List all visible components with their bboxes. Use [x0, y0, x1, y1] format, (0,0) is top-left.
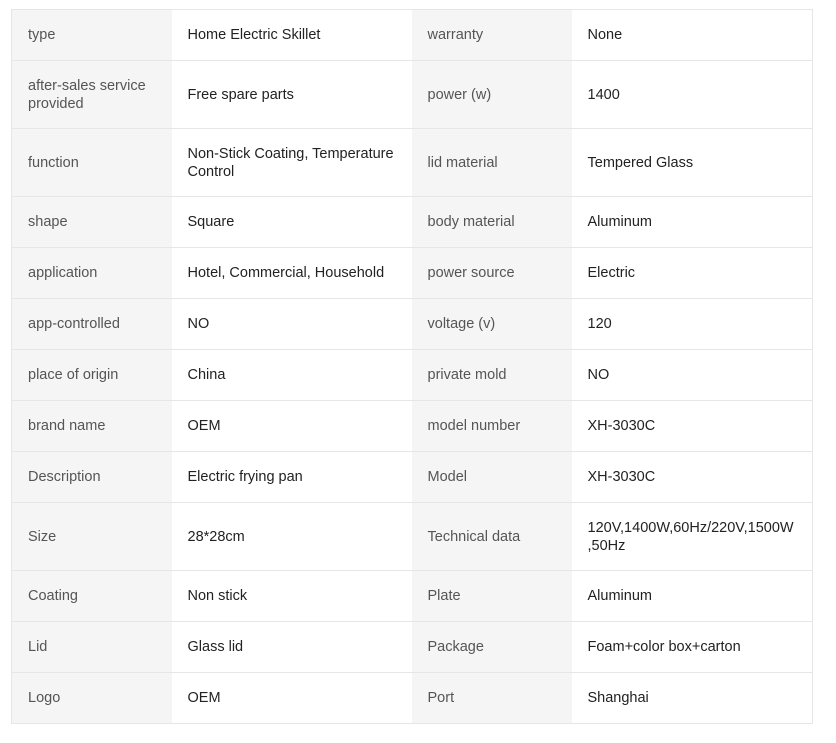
- spec-label: Size: [12, 503, 172, 571]
- table-row: [12, 129, 813, 197]
- spec-label: warranty: [412, 10, 572, 61]
- spec-value: Glass lid: [172, 622, 412, 673]
- spec-label: private mold: [412, 350, 572, 401]
- spec-value: Aluminum: [572, 571, 813, 622]
- spec-label: Logo: [12, 673, 172, 724]
- spec-value: None: [572, 10, 813, 61]
- table-row: [12, 197, 813, 248]
- spec-label: Model: [412, 452, 572, 503]
- spec-label: Package: [412, 622, 572, 673]
- spec-label: type: [12, 10, 172, 61]
- spec-table: [11, 9, 813, 724]
- spec-label: function: [12, 129, 172, 197]
- spec-label: shape: [12, 197, 172, 248]
- table-row: [12, 503, 813, 571]
- spec-label: body material: [412, 197, 572, 248]
- spec-value: NO: [172, 299, 412, 350]
- table-row: [12, 452, 813, 503]
- spec-label: Coating: [12, 571, 172, 622]
- spec-label: Plate: [412, 571, 572, 622]
- spec-value: 28*28cm: [172, 503, 412, 571]
- table-row: [12, 350, 813, 401]
- table-row: [12, 622, 813, 673]
- spec-value: 1400: [572, 61, 813, 129]
- spec-value: Foam+color box+carton: [572, 622, 813, 673]
- spec-label: voltage (v): [412, 299, 572, 350]
- spec-value: Hotel, Commercial, Household: [172, 248, 412, 299]
- spec-value: Non stick: [172, 571, 412, 622]
- spec-label: Technical data: [412, 503, 572, 571]
- spec-value: China: [172, 350, 412, 401]
- spec-value: Square: [172, 197, 412, 248]
- spec-value: OEM: [172, 401, 412, 452]
- spec-label: place of origin: [12, 350, 172, 401]
- spec-label: power (w): [412, 61, 572, 129]
- spec-value: Non-Stick Coating, Temperature Control: [172, 129, 412, 197]
- spec-label: lid material: [412, 129, 572, 197]
- spec-label: Port: [412, 673, 572, 724]
- table-row: [12, 10, 813, 61]
- spec-label: app-controlled: [12, 299, 172, 350]
- table-row: [12, 61, 813, 129]
- spec-value: Aluminum: [572, 197, 813, 248]
- spec-value: Electric frying pan: [172, 452, 412, 503]
- spec-value: Home Electric Skillet: [172, 10, 412, 61]
- spec-value: XH-3030C: [572, 401, 813, 452]
- spec-value: Tempered Glass: [572, 129, 813, 197]
- spec-label: Description: [12, 452, 172, 503]
- table-row: [12, 673, 813, 724]
- spec-value: OEM: [172, 673, 412, 724]
- spec-label: brand name: [12, 401, 172, 452]
- table-row: [12, 248, 813, 299]
- table-row: [12, 571, 813, 622]
- table-row: [12, 299, 813, 350]
- spec-value: XH-3030C: [572, 452, 813, 503]
- spec-value: Free spare parts: [172, 61, 412, 129]
- table-row: [12, 401, 813, 452]
- spec-value: Electric: [572, 248, 813, 299]
- spec-label: model number: [412, 401, 572, 452]
- spec-label: after-sales service provided: [12, 61, 172, 129]
- spec-label: Lid: [12, 622, 172, 673]
- spec-value: Shanghai: [572, 673, 813, 724]
- spec-value: NO: [572, 350, 813, 401]
- spec-label: application: [12, 248, 172, 299]
- spec-value: 120V,1400W,60Hz/220V,1500W,50Hz: [572, 503, 813, 571]
- spec-label: power source: [412, 248, 572, 299]
- spec-value: 120: [572, 299, 813, 350]
